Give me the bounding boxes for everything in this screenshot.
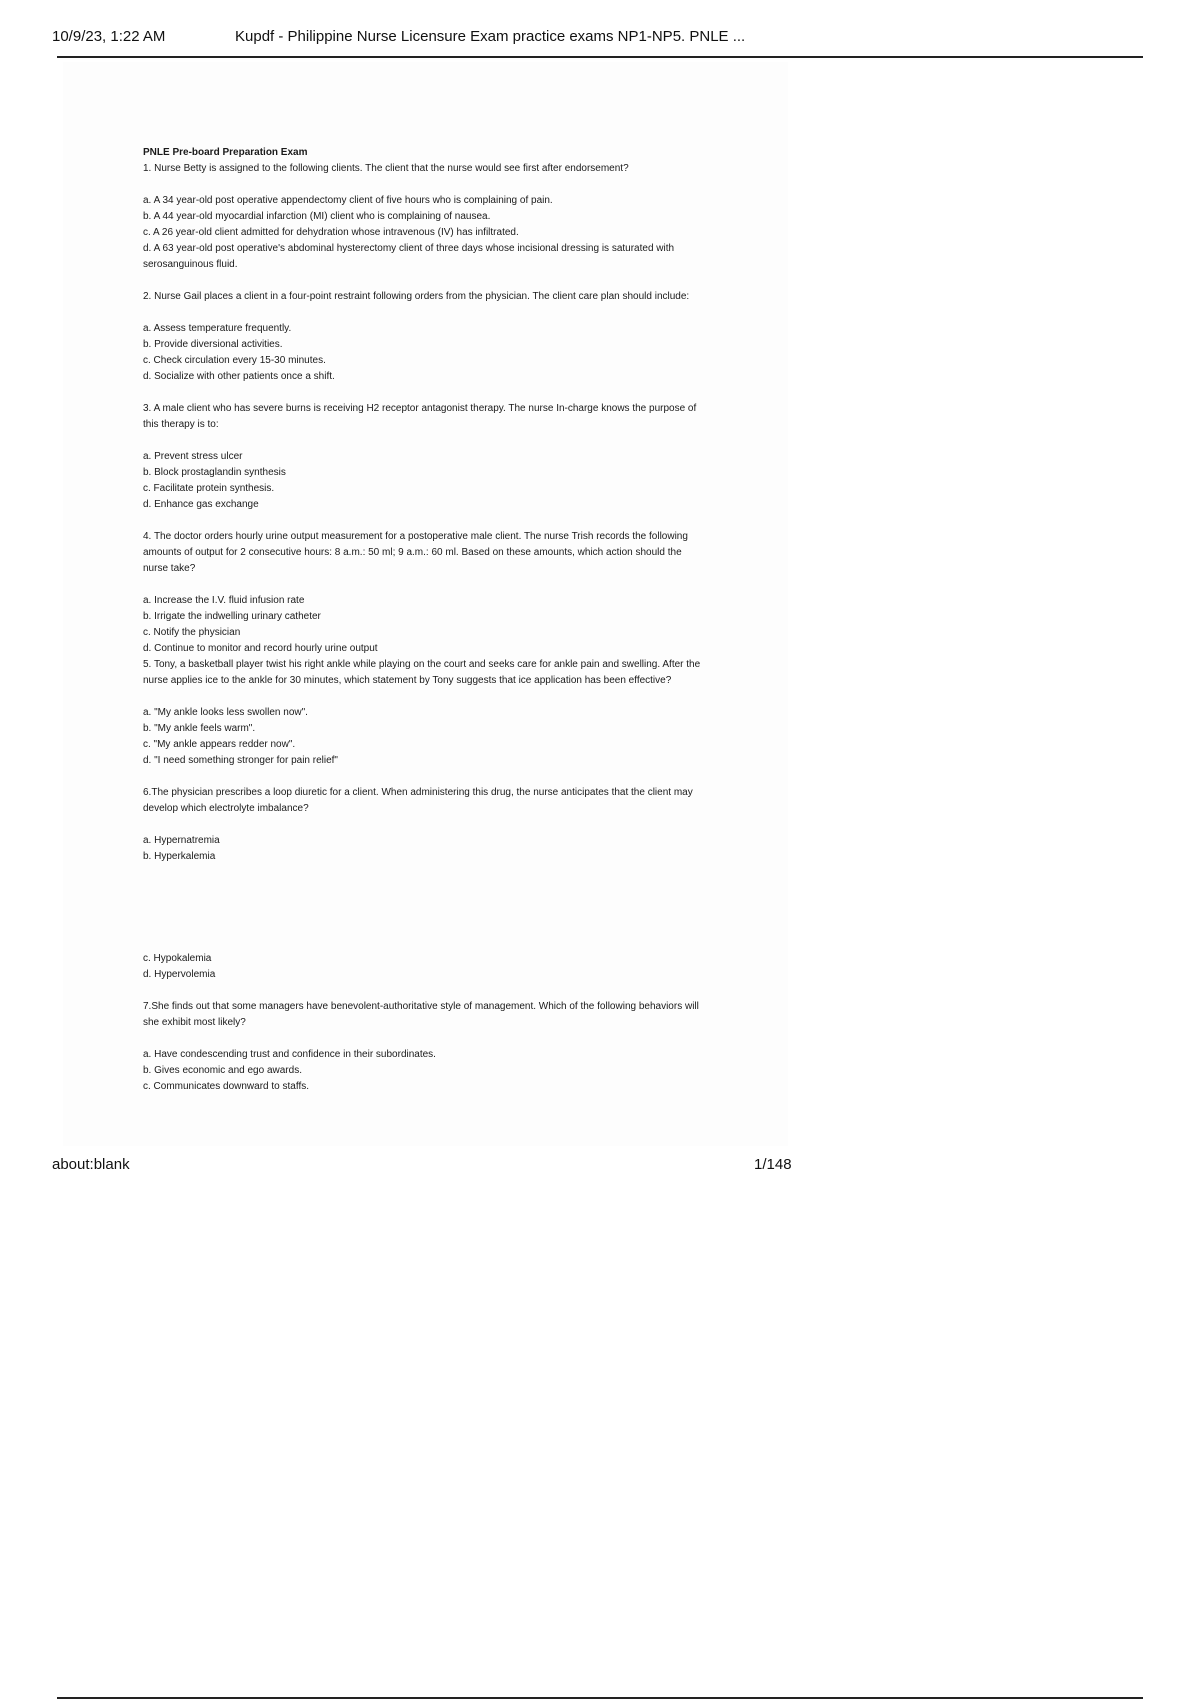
question-6-stem: 6.The physician prescribes a loop diuretic for a client. When administering this drug, the nurse anticipates that the client may develop which electrolyte imbalance? [143, 787, 693, 814]
question-6-option-a: a. Hypernatremia [143, 835, 220, 846]
question-5-option-b: b. "My ankle feels warm". [143, 723, 256, 734]
question-5-option-d: d. "I need something stronger for pain relief" [143, 755, 338, 766]
question-4-option-c: c. Notify the physician [143, 627, 241, 638]
question-5-option-a: a. "My ankle looks less swollen now". [143, 707, 308, 718]
question-1-option-c: c. A 26 year-old client admitted for dehydration whose intravenous (IV) has infiltrated. [143, 227, 519, 238]
question-6-option-d: d. Hypervolemia [143, 969, 216, 980]
question-3-stem: 3. A male client who has severe burns is receiving H2 receptor antagonist therapy. The nurse In-charge knows the purpose of this therapy is to: [143, 403, 697, 430]
question-1-stem: 1. Nurse Betty is assigned to the following clients. The client that the nurse would see first after endorsement? [143, 163, 629, 174]
question-4-stem: 4. The doctor orders hourly urine output measurement for a postoperative male client. The nurse Trish records the following amounts of output for 2 consecutive hours: 8 a.m.: 50 ml; 9 a.m.: 60 ml. Based on these amounts, which action should the nurse take? [143, 531, 688, 574]
question-6-option-c: c. Hypokalemia [143, 953, 212, 964]
question-5-stem: 5. Tony, a basketball player twist his right ankle while playing on the court and seeks care for ankle pain and swelling. After the nurse applies ice to the ankle for 30 minutes, which statement by Tony suggests that ice application has been effective? [143, 659, 701, 686]
question-2-option-a: a. Assess temperature frequently. [143, 323, 292, 334]
question-1-option-d: d. A 63 year-old post operative's abdominal hysterectomy client of three days whose incisional dressing is saturated with serosanguinous fluid. [143, 243, 675, 270]
question-1-option-b: b. A 44 year-old myocardial infarction (MI) client who is complaining of nausea. [143, 211, 491, 222]
question-4-option-b: b. Irrigate the indwelling urinary catheter [143, 611, 321, 622]
question-2-option-c: c. Check circulation every 15-30 minutes. [143, 355, 326, 366]
question-7-option-c: c. Communicates downward to staffs. [143, 1081, 309, 1092]
print-date: 10/9/23, 1:22 AM [52, 28, 166, 45]
question-3-option-d: d. Enhance gas exchange [143, 499, 259, 510]
question-4-option-a: a. Increase the I.V. fluid infusion rate [143, 595, 305, 606]
exam-title: PNLE Pre-board Preparation Exam [143, 147, 308, 158]
question-2-stem: 2. Nurse Gail places a client in a four-point restraint following orders from the physician. The client care plan should include: [143, 291, 690, 302]
question-3-option-c: c. Facilitate protein synthesis. [143, 483, 275, 494]
question-7-option-b: b. Gives economic and ego awards. [143, 1065, 302, 1076]
question-1-option-a: a. A 34 year-old post operative appendectomy client of five hours who is complaining of pain. [143, 195, 553, 206]
header-divider [57, 56, 1143, 58]
question-3-option-a: a. Prevent stress ulcer [143, 451, 243, 462]
page-number: 1/148 [754, 1156, 792, 1173]
question-4-option-d: d. Continue to monitor and record hourly urine output [143, 643, 378, 654]
question-7-option-a: a. Have condescending trust and confidence in their subordinates. [143, 1049, 436, 1060]
exam-content [143, 145, 703, 1095]
document-title: Kupdf - Philippine Nurse Licensure Exam practice exams NP1-NP5. PNLE ... [235, 28, 746, 45]
bottom-divider [57, 1697, 1143, 1699]
question-5-option-c: c. "My ankle appears redder now". [143, 739, 296, 750]
question-2-option-b: b. Provide diversional activities. [143, 339, 283, 350]
question-7-stem: 7.She finds out that some managers have benevolent-authoritative style of management. Which of the following behaviors will she exhibit most likely? [143, 1001, 699, 1028]
footer-url: about:blank [52, 1156, 130, 1173]
question-3-option-b: b. Block prostaglandin synthesis [143, 467, 286, 478]
page-break-space [143, 865, 703, 951]
question-2-option-d: d. Socialize with other patients once a shift. [143, 371, 335, 382]
question-6-option-b: b. Hyperkalemia [143, 851, 216, 862]
